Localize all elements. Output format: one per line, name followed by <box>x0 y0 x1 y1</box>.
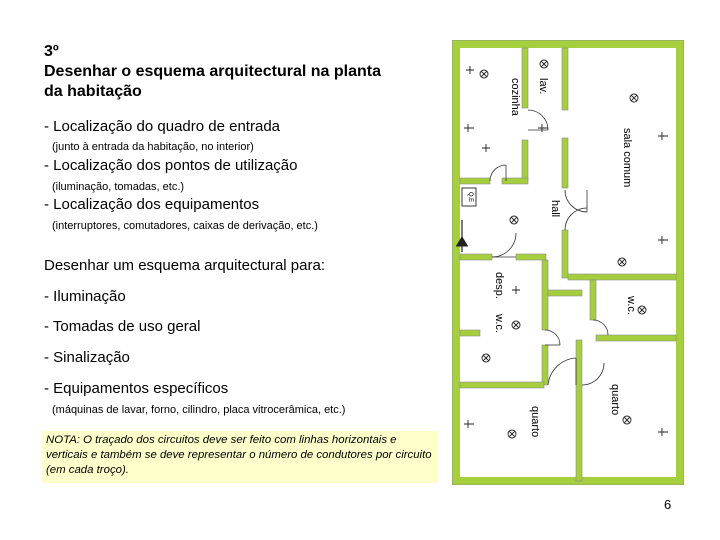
floor-plan <box>452 40 684 485</box>
page-number: 6 <box>664 497 672 512</box>
item-equipamentos: - Localização dos equipamentos <box>44 196 260 213</box>
panel-qe-label: Q.E <box>467 191 473 203</box>
draw-item-sinalizacao: - Sinalização <box>44 349 130 366</box>
item-pontos-sub: (iluminação, tomadas, etc.) <box>52 181 185 193</box>
draw-item-equipamentos: - Equipamentos específicos <box>44 380 229 397</box>
item-quadro: - Localização do quadro de entrada <box>44 118 281 135</box>
panel-qe <box>462 188 476 206</box>
doors <box>490 110 608 385</box>
item-pontos: - Localização dos pontos de utilização <box>44 157 298 174</box>
item-quadro-sub: (junto à entrada da habitação, no interior) <box>52 141 254 153</box>
draw-item-equipamentos-sub: (máquinas de lavar, forno, cilindro, placa vitrocerâmica, etc.) <box>52 404 346 416</box>
inner-walls <box>460 48 676 481</box>
label-hall: hall <box>549 200 561 218</box>
title-line-2: Desenhar o esquema arquitectural na planta <box>44 63 381 80</box>
title-line-3: da habitação <box>44 83 142 100</box>
label-quarto-2: quarto <box>609 384 621 416</box>
label-desp: desp. <box>493 272 505 299</box>
draw-heading: Desenhar um esquema arquitectural para: <box>44 257 325 274</box>
label-sala: sala comum <box>621 128 633 188</box>
title-line-1: 3º <box>44 43 59 60</box>
label-cozinha: cozinha <box>509 78 521 116</box>
item-equipamentos-sub: (interruptores, comutadores, caixas de derivação, etc.) <box>52 220 318 232</box>
label-quarto-1: quarto <box>529 406 541 438</box>
draw-item-tomadas: - Tomadas de uso geral <box>44 318 201 335</box>
slide-title <box>44 42 444 102</box>
draw-item-iluminacao: - Iluminação <box>44 288 126 305</box>
label-wc-2: w.c. <box>625 296 637 315</box>
note-box: NOTA: O traçado dos circuitos deve ser feito com linhas horizontais e verticais e também se deve representar o número de condutores por circuito (em cada troço). <box>42 431 438 483</box>
label-wc-1: w.c. <box>493 314 505 333</box>
label-lav: lav. <box>537 78 549 95</box>
